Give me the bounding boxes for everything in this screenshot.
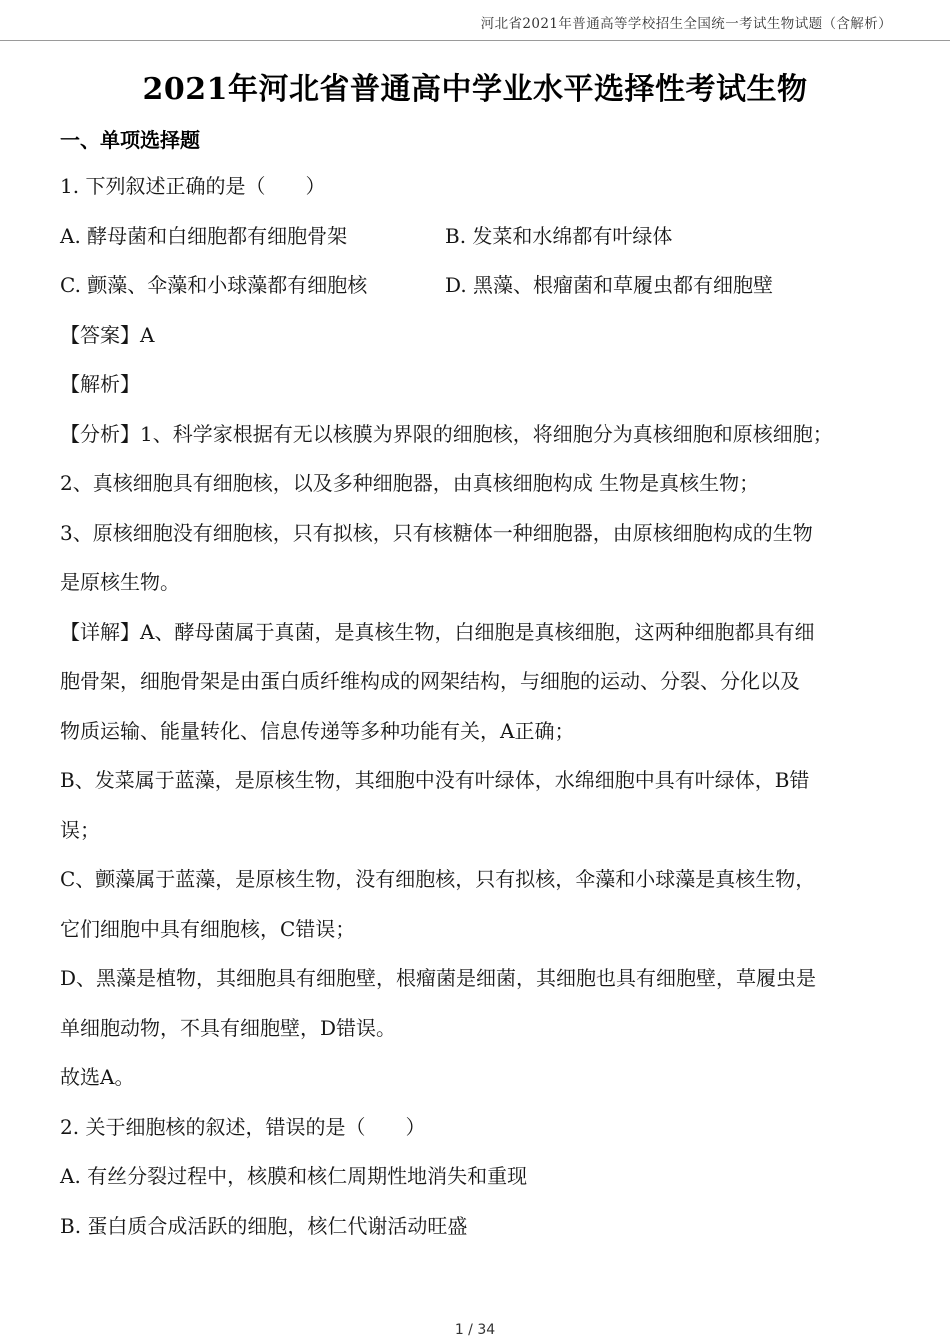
question-1-analysis-label: 【解析】 — [60, 372, 140, 396]
detail-line: 它们细胞中具有细胞核，C错误； — [60, 917, 356, 941]
question-1-option-c: C. 颤藻、伞藻和小球藻都有细胞核 — [60, 273, 368, 297]
question-1-stem: 1. 下列叙述正确的是（ ） — [60, 174, 326, 198]
question-1-option-b: B. 发菜和水绵都有叶绿体 — [445, 224, 673, 248]
analysis-line: 【分析】1、科学家根据有无以核膜为界限的细胞核，将细胞分为真核细胞和原核细胞； — [60, 422, 833, 446]
detail-line: B、发菜属于蓝藻，是原核生物，其细胞中没有叶绿体，水绵细胞中具有叶绿体，B错 — [60, 768, 810, 792]
question-2-option-a: A. 有丝分裂过程中，核膜和核仁周期性地消失和重现 — [60, 1164, 528, 1188]
running-header: 河北省2021年普通高等学校招生全国统一考试生物试题（含解析） — [480, 16, 892, 32]
detail-line: 故选A。 — [60, 1065, 135, 1089]
page-number: 1 / 34 — [454, 1322, 496, 1338]
detail-line: 物质运输、能量转化、信息传递等多种功能有关，A正确； — [60, 719, 575, 743]
question-1-answer: 【答案】A — [60, 323, 155, 347]
detail-line: D、黑藻是植物，其细胞具有细胞壁，根瘤菌是细菌，其细胞也具有细胞壁，草履虫是 — [60, 966, 817, 990]
detail-line: 单细胞动物，不具有细胞壁，D错误。 — [60, 1016, 397, 1040]
analysis-line: 2、真核细胞具有细胞核，以及多种细胞器，由真核细胞构成 生物是真核生物； — [60, 471, 760, 495]
document-title: 2021年河北省普通高中学业水平选择性考试生物 — [142, 72, 808, 107]
analysis-line: 3、原核细胞没有细胞核，只有拟核，只有核糖体一种细胞器，由原核细胞构成的生物 — [60, 521, 813, 545]
question-1-option-d: D. 黑藻、根瘤菌和草履虫都有细胞壁 — [445, 273, 774, 297]
question-1-option-a: A. 酵母菌和白细胞都有细胞骨架 — [60, 224, 348, 248]
header-divider — [0, 40, 950, 41]
question-2-option-b: B. 蛋白质合成活跃的细胞，核仁代谢活动旺盛 — [60, 1214, 468, 1238]
question-2-stem: 2. 关于细胞核的叙述，错误的是（ ） — [60, 1115, 426, 1139]
analysis-line: 是原核生物。 — [60, 570, 180, 594]
detail-line: 【详解】A、酵母菌属于真菌，是真核生物，白细胞是真核细胞，这两种细胞都具有细 — [60, 620, 815, 644]
detail-line: C、颤藻属于蓝藻，是原核生物，没有细胞核，只有拟核，伞藻和小球藻是真核生物， — [60, 867, 816, 891]
detail-line: 误； — [60, 818, 100, 842]
detail-line: 胞骨架，细胞骨架是由蛋白质纤维构成的网架结构，与细胞的运动、分裂、分化以及 — [60, 669, 800, 693]
section-heading: 一、单项选择题 — [60, 128, 200, 152]
